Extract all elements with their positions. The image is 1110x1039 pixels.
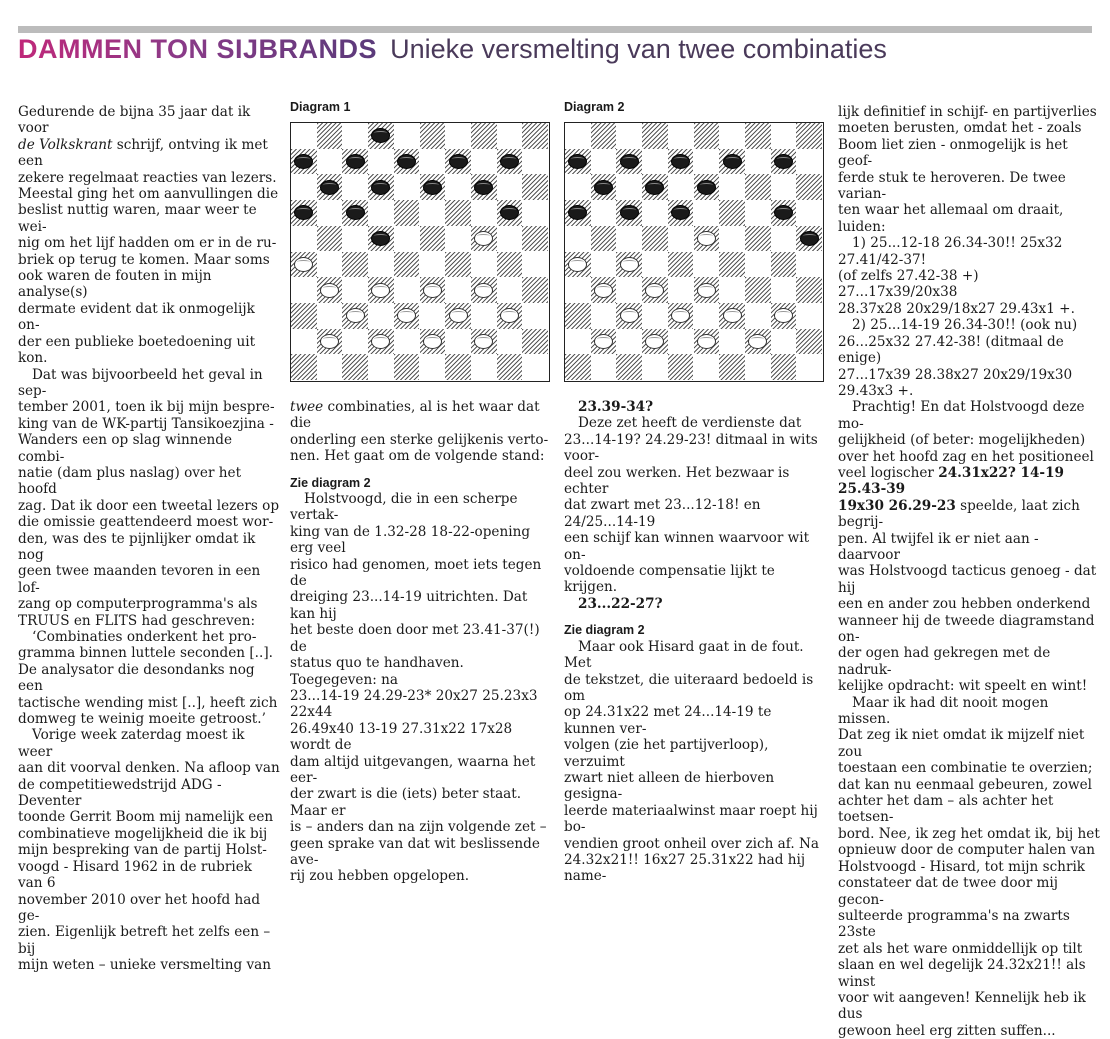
black-piece bbox=[474, 180, 493, 195]
dark-square bbox=[291, 303, 317, 329]
text-line: ferde stuk te heroveren. De twee varian- bbox=[838, 169, 1066, 203]
text-line: vendien groot onheil over zich af. Na bbox=[564, 835, 819, 852]
dark-square bbox=[394, 354, 420, 380]
text-line: dat kan nu eenmaal gebeuren, zowel bbox=[838, 776, 1093, 793]
text-line: mijn bespreking van de partij Holst- bbox=[18, 842, 267, 859]
light-square bbox=[565, 226, 591, 252]
light-square bbox=[616, 123, 642, 149]
light-square bbox=[745, 149, 771, 175]
black-piece bbox=[800, 231, 819, 246]
text-line: voogd - Hisard 1962 in de rubriek van 6 bbox=[18, 858, 252, 892]
light-square bbox=[291, 123, 317, 149]
text-line: rij zou hebben opgelopen. bbox=[290, 868, 470, 885]
text-line: der een publieke boetedoening uit kon. bbox=[18, 333, 256, 367]
light-square bbox=[771, 329, 797, 355]
light-square bbox=[368, 354, 394, 380]
text-line: slaan en wel degelijk 24.32x21!! als winst bbox=[838, 957, 1086, 990]
light-square bbox=[668, 123, 694, 149]
white-piece bbox=[346, 308, 365, 323]
light-square bbox=[694, 252, 720, 278]
dark-square bbox=[342, 252, 368, 278]
text-line: deel zou werken. Het bezwaar is echter bbox=[564, 464, 790, 498]
dark-square bbox=[796, 277, 822, 303]
black-piece bbox=[346, 154, 365, 169]
text-line: zekere regelmaat reacties van lezers. bbox=[18, 169, 277, 186]
text-line: voor wit aangeven! Kennelijk heb ik dus bbox=[838, 989, 1086, 1023]
text-line: 27...17x39 28.38x27 20x29/19x30 29.43x3 +. bbox=[838, 366, 1073, 399]
light-square bbox=[420, 252, 446, 278]
text-line: twee combinaties, al is het waar dat die bbox=[290, 399, 540, 432]
text-line: Vorige week zaterdag moest ik weer bbox=[18, 727, 245, 760]
light-square bbox=[342, 277, 368, 303]
column-kicker: DAMMEN TON SIJBRANDS bbox=[18, 34, 378, 64]
diagram-1-board bbox=[290, 122, 550, 382]
light-square bbox=[694, 200, 720, 226]
text-line: risico had genomen, moet iets tegen de bbox=[290, 556, 542, 590]
light-square bbox=[616, 174, 642, 200]
white-piece bbox=[697, 334, 716, 349]
light-square bbox=[771, 174, 797, 200]
text-line: zien. Eigenlijk betreft het zelfs een – bij bbox=[18, 924, 271, 957]
light-square bbox=[291, 174, 317, 200]
move-23-22-27: 23...22-27? bbox=[578, 595, 663, 612]
light-square bbox=[471, 354, 497, 380]
dark-square bbox=[642, 123, 668, 149]
light-square bbox=[368, 200, 394, 226]
text-line: volgen (zie het partijverloop), verzuimt bbox=[564, 737, 769, 770]
dark-square bbox=[745, 277, 771, 303]
text-line: moeten berusten, omdat het - zoals bbox=[838, 120, 1082, 137]
subheading-diagram-2b: Zie diagram 2 bbox=[564, 623, 645, 638]
text-line: mijn weten – unieke versmelting van bbox=[18, 957, 272, 974]
light-square bbox=[342, 329, 368, 355]
text-line: onderling een sterke gelijkenis verto- bbox=[290, 431, 549, 448]
article-column-1 bbox=[18, 104, 280, 974]
text-line: ten waar het allemaal om draait, luiden: bbox=[838, 202, 1064, 235]
light-square bbox=[497, 123, 523, 149]
light-square bbox=[796, 303, 822, 329]
light-square bbox=[719, 174, 745, 200]
light-square bbox=[771, 123, 797, 149]
light-square bbox=[642, 252, 668, 278]
text-line: zwart niet alleen de hierboven gesigna- bbox=[564, 769, 775, 803]
text-line: De analysator die desondanks nog een bbox=[18, 661, 255, 695]
text-line: 26...25x32 27.42-38! (ditmaal de enige) bbox=[838, 333, 1064, 367]
dark-square bbox=[420, 226, 446, 252]
light-square bbox=[471, 303, 497, 329]
white-piece bbox=[594, 334, 613, 349]
text-line: Holstvoogd - Hisard, tot mijn schrik bbox=[838, 858, 1086, 875]
dark-square bbox=[317, 226, 343, 252]
text-line: geen sprake van dat wit beslissende ave- bbox=[290, 835, 540, 868]
move-23-39-34: 23.39-34? bbox=[578, 399, 654, 415]
text-line: die omissie geattendeerd moest wor- bbox=[18, 514, 274, 531]
black-piece bbox=[423, 180, 442, 195]
dark-square bbox=[771, 354, 797, 380]
light-square bbox=[317, 354, 343, 380]
dark-square bbox=[522, 226, 548, 252]
text-line: toonde Gerrit Boom mij namelijk een bbox=[18, 809, 274, 826]
text-line: een schijf kan winnen waarvoor wit on- bbox=[564, 530, 810, 563]
light-square bbox=[342, 226, 368, 252]
white-piece bbox=[371, 283, 390, 298]
white-piece bbox=[594, 283, 613, 298]
text-line: over het hoofd zag en het positioneel bbox=[838, 448, 1094, 465]
black-piece bbox=[645, 180, 664, 195]
dark-square bbox=[796, 329, 822, 355]
dark-square bbox=[719, 200, 745, 226]
white-piece bbox=[320, 283, 339, 298]
white-piece bbox=[620, 308, 639, 323]
text-line: tember 2001, toen ik bij mijn bespre- bbox=[18, 399, 275, 416]
light-square bbox=[719, 329, 745, 355]
dark-square bbox=[565, 303, 591, 329]
dark-square bbox=[719, 252, 745, 278]
light-square bbox=[771, 277, 797, 303]
text-line: zang op computerprogramma's als bbox=[18, 596, 258, 613]
text-line: 23...14-19? 24.29-23! ditmaal in wits voor- bbox=[564, 431, 818, 465]
text-line: aan dit voorval denken. Na afloop van bbox=[18, 760, 280, 777]
light-square bbox=[745, 303, 771, 329]
light-square bbox=[342, 123, 368, 149]
white-piece bbox=[423, 283, 442, 298]
dark-square bbox=[694, 123, 720, 149]
dark-square bbox=[796, 123, 822, 149]
header-rule bbox=[18, 26, 1092, 33]
light-square bbox=[394, 226, 420, 252]
text-line: combinatieve mogelijkheid die ik bij bbox=[18, 825, 268, 842]
dark-square bbox=[342, 354, 368, 380]
light-square bbox=[745, 252, 771, 278]
text-line: een en ander zou hebben onderkend bbox=[838, 596, 1091, 613]
light-square bbox=[291, 277, 317, 303]
light-square bbox=[591, 354, 617, 380]
black-piece bbox=[320, 180, 339, 195]
light-square bbox=[445, 174, 471, 200]
dark-square bbox=[420, 123, 446, 149]
light-square bbox=[420, 303, 446, 329]
text-line: natie (dam plus naslag) over het hoofd bbox=[18, 464, 242, 498]
black-piece bbox=[620, 154, 639, 169]
black-piece bbox=[371, 180, 390, 195]
dark-square bbox=[771, 252, 797, 278]
light-square bbox=[796, 252, 822, 278]
text-line: 23...14-19 24.29-23* 20x27 25.23x3 22x44 bbox=[290, 687, 538, 721]
light-square bbox=[317, 252, 343, 278]
light-square bbox=[796, 354, 822, 380]
text-line: king van de 1.32-28 18-22-opening erg veel bbox=[290, 523, 531, 557]
text-line: dermate evident dat ik onmogelijk on- bbox=[18, 300, 255, 334]
text-line: Dat was bijvoorbeeld het geval in sep- bbox=[18, 366, 263, 399]
dark-square bbox=[565, 354, 591, 380]
text-line: gramma binnen luttele seconden [..]. bbox=[18, 645, 273, 662]
text-line: zag. Dat ik door een tweetal lezers op bbox=[18, 497, 280, 514]
text-line: dreiging 23...14-19 uitrichten. Dat kan hij bbox=[290, 589, 528, 622]
light-square bbox=[522, 200, 548, 226]
text-line: veel logischer 24.31x22? 14-19 25.43-39 bbox=[838, 464, 1064, 498]
black-piece bbox=[449, 154, 468, 169]
text-line: opnieuw door de computer halen van bbox=[838, 842, 1096, 859]
diagram-2-label: Diagram 2 bbox=[564, 100, 625, 114]
diagram-1 bbox=[290, 100, 350, 114]
dark-square bbox=[591, 123, 617, 149]
light-square bbox=[317, 200, 343, 226]
light-square bbox=[668, 277, 694, 303]
article-title: Unieke versmelting van twee combinaties bbox=[390, 34, 887, 64]
dark-square bbox=[719, 354, 745, 380]
dark-square bbox=[497, 252, 523, 278]
light-square bbox=[317, 149, 343, 175]
light-square bbox=[471, 200, 497, 226]
light-square bbox=[694, 303, 720, 329]
light-square bbox=[497, 226, 523, 252]
dark-square bbox=[522, 277, 548, 303]
light-square bbox=[565, 329, 591, 355]
light-square bbox=[445, 329, 471, 355]
text-line: 26.49x40 13-19 27.31x22 17x28 wordt de bbox=[290, 720, 513, 754]
text-line: dam altijd uitgevangen, waarna het eer- bbox=[290, 753, 536, 786]
light-square bbox=[591, 252, 617, 278]
text-line: Meestal ging het om aanvullingen die bbox=[18, 186, 279, 203]
light-square bbox=[668, 174, 694, 200]
text-line: dat zwart met 23...12-18! en 24/25...14-19 bbox=[564, 497, 761, 530]
text-line: status quo te handhaven. Toegegeven: na bbox=[290, 655, 464, 688]
light-square bbox=[565, 277, 591, 303]
light-square bbox=[745, 200, 771, 226]
light-square bbox=[420, 149, 446, 175]
text-line: toestaan een combinatie te overzien; bbox=[838, 760, 1093, 777]
black-piece bbox=[774, 154, 793, 169]
light-square bbox=[719, 226, 745, 252]
dark-square bbox=[522, 329, 548, 355]
text-line: ook waren de fouten in mijn analyse(s) bbox=[18, 268, 212, 301]
text-line: ‘Combinaties onderkent het pro- bbox=[32, 629, 257, 645]
dark-square bbox=[445, 354, 471, 380]
text-line: Wanders een op slag winnende combi- bbox=[18, 432, 233, 465]
light-square bbox=[497, 329, 523, 355]
text-line: voldoende compensatie lijkt te krijgen. bbox=[564, 563, 775, 596]
light-square bbox=[394, 174, 420, 200]
light-square bbox=[522, 149, 548, 175]
light-square bbox=[642, 354, 668, 380]
text-line: 24.32x21!! 16x27 25.31x22 had hij name- bbox=[564, 851, 806, 885]
dark-square bbox=[745, 174, 771, 200]
dark-square bbox=[668, 252, 694, 278]
dark-square bbox=[796, 174, 822, 200]
text-line: tactische wending mist [..], heeft zich bbox=[18, 694, 278, 711]
light-square bbox=[694, 149, 720, 175]
text-line: 28.37x28 20x29/18x27 29.43x1 +. bbox=[838, 300, 1075, 317]
light-square bbox=[616, 329, 642, 355]
text-line: TRUUS en FLITS had geschreven: bbox=[18, 612, 256, 629]
dark-square bbox=[317, 123, 343, 149]
light-square bbox=[668, 226, 694, 252]
light-square bbox=[522, 303, 548, 329]
text-line: 19x30 26.29-23 speelde, laat zich begrij- bbox=[838, 497, 1080, 531]
light-square bbox=[291, 226, 317, 252]
black-piece bbox=[723, 154, 742, 169]
white-piece bbox=[620, 257, 639, 272]
white-piece bbox=[723, 308, 742, 323]
diagram-2-board bbox=[564, 122, 824, 382]
text-line: Maar ook Hisard gaat in de fout. Met bbox=[564, 638, 804, 672]
text-line: (of zelfs 27.42-38 +) 27...17x39/20x38 bbox=[838, 268, 979, 301]
light-square bbox=[445, 123, 471, 149]
black-piece bbox=[697, 180, 716, 195]
light-square bbox=[471, 252, 497, 278]
light-square bbox=[565, 123, 591, 149]
dark-square bbox=[745, 226, 771, 252]
text-line: was Holstvoogd tacticus genoeg - dat hij bbox=[838, 563, 1097, 596]
text-line: op 24.31x22 met 24...14-19 te kunnen ver- bbox=[564, 704, 772, 737]
dark-square bbox=[745, 123, 771, 149]
text-line: bord. Nee, ik zeg het omdat ik, bij het bbox=[838, 825, 1100, 842]
text-line: kelijke opdracht: wit speelt en wint! bbox=[838, 678, 1088, 695]
text-line: zet als het ware onmiddellijk op tilt bbox=[838, 940, 1083, 957]
black-piece bbox=[594, 180, 613, 195]
subheading-diagram-2: Zie diagram 2 bbox=[290, 475, 371, 490]
black-piece bbox=[500, 154, 519, 169]
text-line: geen twee maanden tevoren in een lof- bbox=[18, 563, 261, 596]
text-line: Prachtig! En dat Holstvoogd deze mo- bbox=[838, 399, 1085, 432]
light-square bbox=[642, 303, 668, 329]
text-line: de Volkskrant schrijf, ontving ik met een bbox=[18, 136, 268, 170]
text-line: de tekstzet, die uiteraard bedoeld is om bbox=[564, 671, 814, 704]
light-square bbox=[368, 303, 394, 329]
article-column-4 bbox=[838, 104, 1100, 1039]
light-square bbox=[719, 277, 745, 303]
light-square bbox=[522, 252, 548, 278]
light-square bbox=[522, 354, 548, 380]
light-square bbox=[616, 226, 642, 252]
text-line: is – anders dan na zijn volgende zet – bbox=[290, 819, 547, 836]
white-piece bbox=[474, 283, 493, 298]
dark-square bbox=[497, 354, 523, 380]
article-column-2 bbox=[290, 399, 552, 885]
dark-square bbox=[471, 123, 497, 149]
light-square bbox=[719, 123, 745, 149]
light-square bbox=[591, 149, 617, 175]
text-line: den, was des te pijnlijker omdat ik nog bbox=[18, 530, 256, 563]
text-line: Maar ik had dit nooit mogen missen. bbox=[838, 694, 1049, 728]
dark-square bbox=[394, 252, 420, 278]
text-line: nen. Het gaat om de volgende stand: bbox=[290, 448, 545, 465]
light-square bbox=[591, 200, 617, 226]
text-line: briek op terug te komen. Maar soms bbox=[18, 251, 270, 268]
light-square bbox=[342, 174, 368, 200]
light-square bbox=[420, 200, 446, 226]
light-square bbox=[291, 329, 317, 355]
light-square bbox=[668, 329, 694, 355]
light-square bbox=[368, 149, 394, 175]
light-square bbox=[642, 200, 668, 226]
dark-square bbox=[445, 252, 471, 278]
dark-square bbox=[616, 354, 642, 380]
light-square bbox=[471, 149, 497, 175]
light-square bbox=[796, 200, 822, 226]
light-square bbox=[745, 354, 771, 380]
text-line: Deze zet heeft de verdienste dat bbox=[578, 415, 802, 432]
article-column-3 bbox=[564, 399, 826, 885]
white-piece bbox=[423, 334, 442, 349]
text-line: Dat zeg ik niet omdat ik mijzelf niet zou bbox=[838, 727, 1085, 760]
text-line: beslist nuttig waren, maar weer te wei- bbox=[18, 202, 257, 235]
dark-square bbox=[445, 200, 471, 226]
light-square bbox=[420, 354, 446, 380]
text-line: constateer dat de twee door mij gecon- bbox=[838, 875, 1058, 908]
light-square bbox=[591, 303, 617, 329]
text-line: wanneer hij de tweede diagramstand on- bbox=[838, 612, 1095, 645]
diagram-1-label: Diagram 1 bbox=[290, 100, 351, 114]
article-header bbox=[18, 34, 887, 70]
white-piece bbox=[645, 283, 664, 298]
text-line: 2) 25...14-19 26.34-30!! (ook nu) bbox=[852, 317, 1078, 334]
light-square bbox=[497, 277, 523, 303]
text-line: Holstvoogd, die in een scherpe vertak- bbox=[290, 491, 518, 524]
dark-square bbox=[522, 174, 548, 200]
white-piece bbox=[697, 231, 716, 246]
text-line: het beste doen door met 23.41-37(!) de bbox=[290, 622, 540, 655]
light-square bbox=[368, 252, 394, 278]
light-square bbox=[771, 226, 797, 252]
text-line: de competitiewedstrijd ADG - Deventer bbox=[18, 776, 222, 810]
light-square bbox=[616, 277, 642, 303]
dark-square bbox=[668, 354, 694, 380]
text-line: leerde materiaalwinst maar roept hij bo- bbox=[564, 802, 818, 836]
text-line: gewoon heel erg zitten suffen... bbox=[838, 1022, 1056, 1039]
light-square bbox=[317, 303, 343, 329]
white-piece bbox=[697, 283, 716, 298]
text-line: der zwart is die (iets) beter staat. Maar er bbox=[290, 786, 522, 819]
text-line: Gedurende de bijna 35 jaar dat ik voor bbox=[18, 104, 251, 137]
light-square bbox=[796, 149, 822, 175]
text-line: gelijkheid (of beter: mogelijkheden) bbox=[838, 432, 1086, 449]
text-line: achter het dam – als achter het toetsen- bbox=[838, 793, 1054, 826]
text-line: 1) 25...12-18 26.34-30!! 25x32 27.41/42-37! bbox=[838, 235, 1063, 268]
text-line: king van de WK-partij Tansikoezjina - bbox=[18, 415, 274, 432]
text-line: sulteerde programma's na zwarts 23ste bbox=[838, 907, 1070, 941]
dark-square bbox=[394, 200, 420, 226]
text-line: lijk definitief in schijf- en partijverlies bbox=[838, 104, 1097, 120]
light-square bbox=[565, 174, 591, 200]
diagram-2 bbox=[564, 100, 624, 114]
dark-square bbox=[591, 226, 617, 252]
text-line: domweg te weinig moeite getroost.’ bbox=[18, 711, 266, 728]
white-piece bbox=[320, 334, 339, 349]
text-line: nig om het lijf hadden om er in de ru- bbox=[18, 235, 277, 252]
light-square bbox=[394, 123, 420, 149]
light-square bbox=[445, 226, 471, 252]
light-square bbox=[642, 149, 668, 175]
light-square bbox=[694, 354, 720, 380]
text-line: pen. Al twijfel ik er niet aan - daarvoor bbox=[838, 530, 1039, 563]
text-line: der ogen had gekregen met de nadruk- bbox=[838, 645, 1051, 678]
dark-square bbox=[522, 123, 548, 149]
light-square bbox=[445, 277, 471, 303]
white-piece bbox=[449, 308, 468, 323]
text-line: november 2010 over het hoofd had ge- bbox=[18, 891, 261, 924]
light-square bbox=[497, 174, 523, 200]
dark-square bbox=[642, 226, 668, 252]
dark-square bbox=[291, 354, 317, 380]
light-square bbox=[394, 277, 420, 303]
text-line: Boom liet zien - onmogelijk is het geof- bbox=[838, 136, 1068, 170]
light-square bbox=[394, 329, 420, 355]
